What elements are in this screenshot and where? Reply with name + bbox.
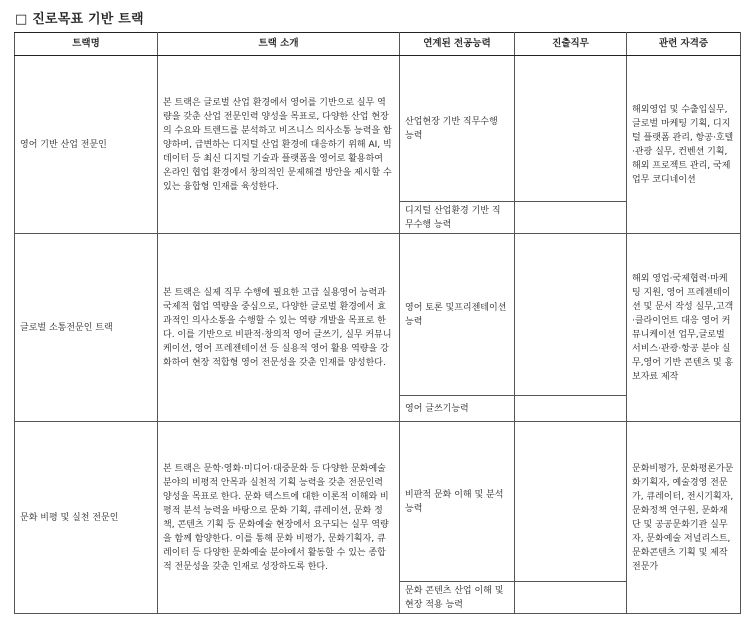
table-row [15, 56, 741, 202]
cert-cell: 해외 영업·국제협력·마케팅 지원, 영어 프레젠테이션 및 문서 작성 실무,고객·클라이언트 대응 영어 커뮤니케이션 업무,글로벌 서비스·관광·항공 분야 실무,영어 기반 콘텐츠 및 홍보자료 제작 [627, 234, 741, 422]
job-cell [515, 202, 627, 234]
job-cell [515, 234, 627, 396]
table-row [15, 234, 741, 396]
job-cell [515, 422, 627, 582]
ability-cell: 산업현장 기반 직무수행 능력 [400, 56, 515, 202]
job-cell [515, 56, 627, 202]
header-track-intro: 트랙 소개 [158, 33, 400, 56]
ability-cell: 영어 토론 및프리젠테이션능력 [400, 234, 515, 396]
table-header-row [15, 33, 741, 56]
track-intro: 본 트랙은 글로벌 산업 환경에서 영어를 기반으로 실무 역량을 갖춘 산업 전문인력 양성을 목표로, 다양한 산업 현장의 수요와 트렌드를 분석하고 비즈니스 의사소통 능력을 함양하며, 급변하는 디지털 산업 환경에 대응하기 위해 AI, 빅데이터 등 최신 디지털 기술과 플랫폼을 영어로 활용하여 온라인 협업 환경에서 창의적인 문제해결 방안을 제시할 수 있는 융합형 인재를 육성한다. [158, 56, 400, 234]
ability-cell: 비판적 문화 이해 및 분석 능력 [400, 422, 515, 582]
track-name: 글로벌 소통전문인 트랙 [15, 234, 158, 422]
header-track-name: 트랙명 [15, 33, 158, 56]
ability-cell: 문화 콘텐츠 산업 이해 및 현장 적용 능력 [400, 582, 515, 614]
job-cell [515, 396, 627, 422]
cert-cell: 문화비평가, 문화평론가문화기획자, 예술경영 전문가, 큐레이터, 전시기획자, 문화정책 연구원, 문화재단 및 공공문화기관 실무자, 문화예술 저널리스트, 문화콘텐츠 기획 및 제작 전문가 [627, 422, 741, 614]
track-name: 영어 기반 산업 전문인 [15, 56, 158, 234]
section-title: □ 진로목표 기반 트랙 [15, 12, 144, 27]
cert-cell: 해외영업 및 수출입실무, 글로벌 마케팅 기획, 디지털 플랫폼 관리, 항공·호텔·관광 실무, 컨벤션 기획, 해외 프로젝트 관리, 국제 업무 코디네이션 [627, 56, 741, 234]
header-certs: 관련 자격증 [627, 33, 741, 56]
track-intro: 본 트랙은 실제 직무 수행에 필요한 고급 실용영어 능력과 국제적 협업 역량을 중심으로, 다양한 글로벌 환경에서 효과적인 의사소통을 수행할 수 있는 역량 개발을 목표로 한다. 이를 기반으로 비판적·창의적 영어 글쓰기, 실무 커뮤니케이션, 영어 프레젠테이션 등 실용적 영어 활용 역량을 강화하여 현장 적합형 영어 전문성을 갖춘 인재를 양성한다. [158, 234, 400, 422]
job-cell [515, 582, 627, 614]
header-jobs: 진출직무 [515, 33, 627, 56]
ability-cell: 디지털 산업환경 기반 직무수행 능력 [400, 202, 515, 234]
table-row [15, 422, 741, 582]
ability-cell: 영어 글쓰기능력 [400, 396, 515, 422]
header-abilities: 연계된 전공능력 [400, 33, 515, 56]
track-intro: 본 트랙은 문학·영화·미디어·대중문화 등 다양한 문화예술 분야의 비평적 안목과 실천적 기획 능력을 갖춘 전문인력 양성을 목표로 한다. 문화 텍스트에 대한 이론적 이해와 비평적 분석 능력을 바탕으로 문화 기획, 큐레이션, 문화 정책, 콘텐츠 기획 등 문화예술 현장에서 요구되는 실무 역량을 함께 함양한다. 이를 통해 문화 비평가, 문화기획자, 큐레이터 등 다양한 문화예술 분야에서 활동할 수 있는 종합적 전문성을 갖춘 인재로 성장하도록 한다. [158, 422, 400, 614]
track-name: 문화 비평 및 실천 전문인 [15, 422, 158, 614]
career-track-table [14, 32, 741, 614]
